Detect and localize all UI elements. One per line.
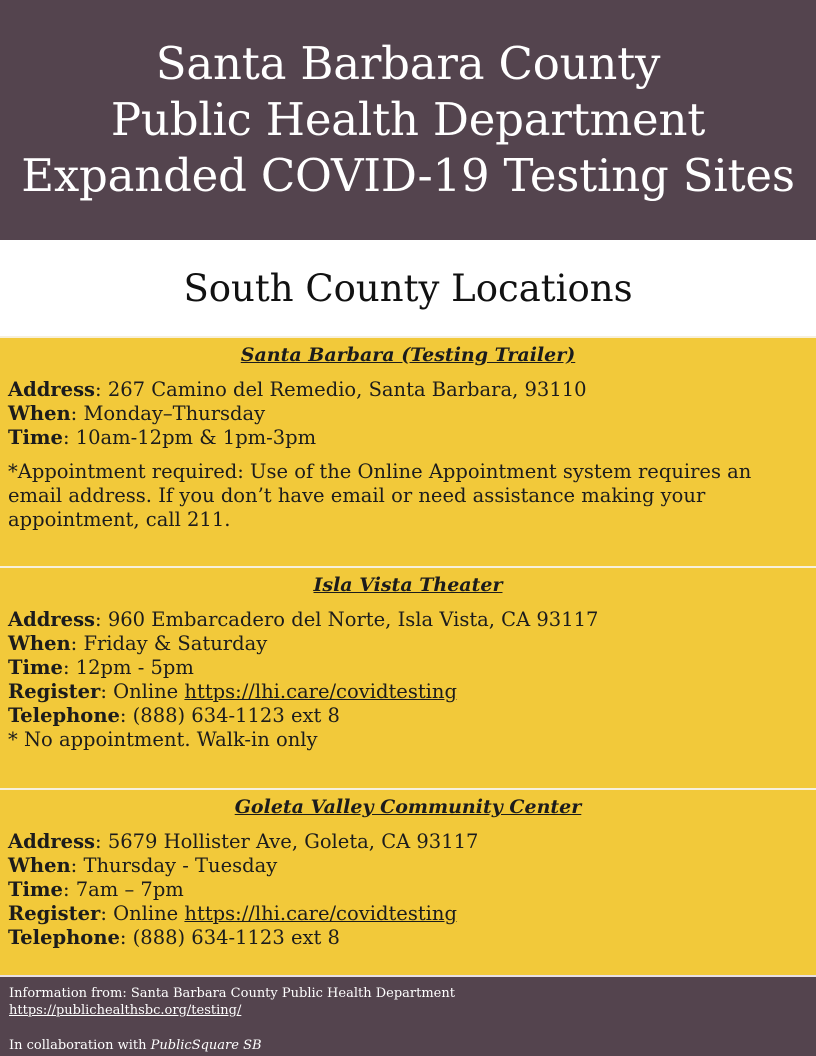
- site-card-isla-vista: [0, 566, 816, 788]
- register-prefix: : Online: [100, 680, 185, 703]
- site-telephone: [8, 926, 808, 950]
- walk-in-note: * No appointment. Walk-in only: [8, 728, 318, 751]
- site-title: Santa Barbara (Testing Trailer): [240, 344, 576, 366]
- register-label: Register: [8, 680, 101, 703]
- time-label: Time: [8, 426, 63, 449]
- when-label: When: [8, 402, 71, 425]
- telephone-value: : (888) 634-1123 ext 8: [119, 704, 340, 727]
- register-label: Register: [8, 902, 101, 925]
- collab-name: PublicSquare SB: [150, 1038, 262, 1053]
- header-title-line-1: Santa Barbara County: [155, 37, 661, 90]
- site-telephone: [8, 704, 808, 728]
- header-title-line-3: Expanded COVID-19 Testing Sites: [21, 149, 795, 202]
- when-value: : Monday–Thursday: [70, 402, 266, 425]
- site-card-goleta: [0, 788, 816, 975]
- site-card-santa-barbara: [0, 336, 816, 566]
- site-register: [8, 902, 808, 926]
- register-link[interactable]: https://lhi.care/covidtesting: [184, 902, 457, 925]
- collab-prefix: In collaboration with: [9, 1038, 151, 1053]
- time-value: : 10am-12pm & 1pm-3pm: [62, 426, 317, 449]
- when-label: When: [8, 854, 71, 877]
- site-title: Goleta Valley Community Center: [234, 796, 582, 818]
- address-value: : 960 Embarcadero del Norte, Isla Vista, CA 93117: [95, 608, 599, 631]
- site-time: [8, 426, 808, 450]
- telephone-label: Telephone: [8, 704, 120, 727]
- telephone-value: : (888) 634-1123 ext 8: [119, 926, 340, 949]
- when-label: When: [8, 632, 71, 655]
- appointment-note: *Appointment required: Use of the Online Appointment system requires an email address. If you don’t have email or need assistance making your appointment, call 211.: [8, 460, 752, 531]
- time-value: : 7am – 7pm: [62, 878, 184, 901]
- site-time: [8, 878, 808, 902]
- time-label: Time: [8, 656, 63, 679]
- site-when: [8, 854, 808, 878]
- time-value: : 12pm - 5pm: [62, 656, 194, 679]
- site-address: [8, 608, 808, 632]
- site-address: [8, 378, 808, 402]
- telephone-label: Telephone: [8, 926, 120, 949]
- address-value: : 267 Camino del Remedio, Santa Barbara, 93110: [95, 378, 587, 401]
- site-address: [8, 830, 808, 854]
- section-subtitle: South County Locations: [183, 266, 633, 310]
- site-register: [8, 680, 808, 704]
- address-label: Address: [8, 830, 96, 853]
- site-time: [8, 656, 808, 680]
- page-footer: [0, 975, 816, 1056]
- when-value: : Friday & Saturday: [70, 632, 268, 655]
- site-title: Isla Vista Theater: [313, 574, 503, 596]
- address-value: : 5679 Hollister Ave, Goleta, CA 93117: [95, 830, 479, 853]
- footer-info: Information from: Santa Barbara County Public Health Department: [9, 986, 455, 1001]
- site-when: [8, 632, 808, 656]
- register-prefix: : Online: [100, 902, 185, 925]
- address-label: Address: [8, 608, 96, 631]
- site-when: [8, 402, 808, 426]
- address-label: Address: [8, 378, 96, 401]
- time-label: Time: [8, 878, 63, 901]
- footer-collaboration: [9, 1037, 807, 1054]
- register-link[interactable]: https://lhi.care/covidtesting: [184, 680, 457, 703]
- page-header: [0, 0, 816, 240]
- header-title-line-2: Public Health Department: [110, 93, 706, 146]
- when-value: : Thursday - Tuesday: [70, 854, 278, 877]
- footer-link[interactable]: https://publichealthsbc.org/testing/: [9, 1003, 242, 1018]
